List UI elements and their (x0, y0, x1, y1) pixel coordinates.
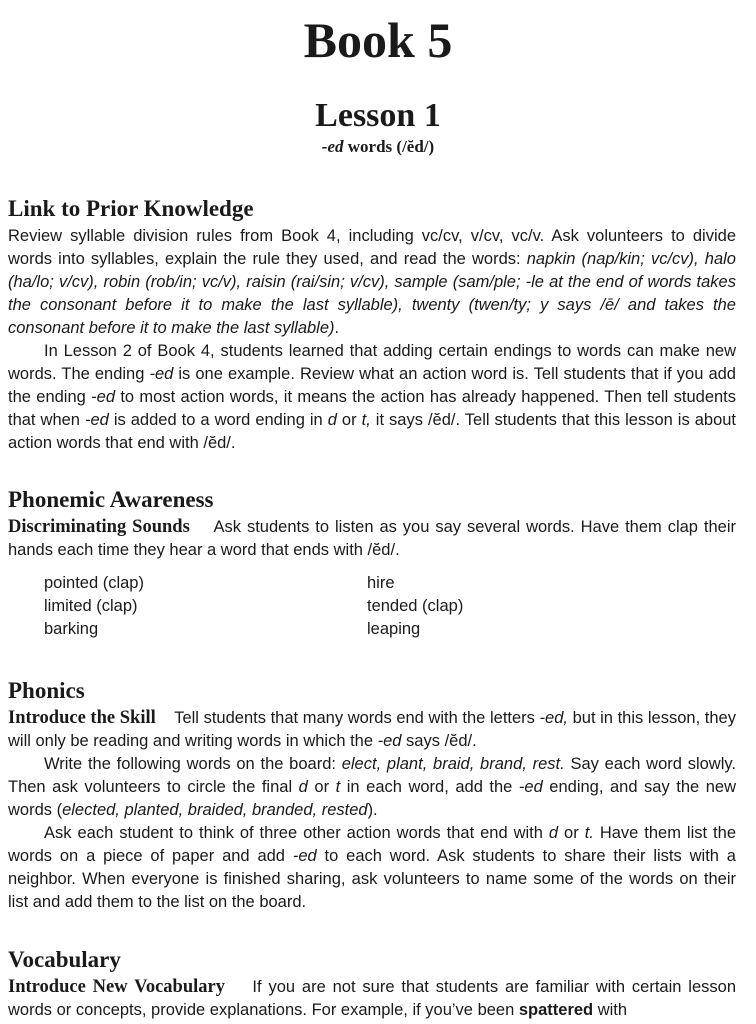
text-run: or (336, 411, 362, 429)
lesson-ending: -ed (321, 137, 344, 156)
sub-heading: Introduce New Vocabulary (8, 977, 225, 997)
text-run: Ask students to listen as you say several words. Have them clap their hands each time they hear a word that ends with /ĕd/. (8, 518, 736, 559)
lesson-subtitle-rest: words (/ĕd/) (343, 137, 435, 156)
bold-term: spattered (518, 1001, 594, 1019)
text-run: but in this lesson, they will only be reading and writing words in which the (8, 709, 736, 750)
paragraph (8, 340, 736, 455)
italic-term: -ed (377, 732, 402, 750)
italic-term: -ed (518, 778, 543, 796)
example-words: napkin (nap/kin; vc/cv), halo (ha/lo; v/cv), robin (rob/in; vc/v), raisin (rai/sin; v/cv), sample (sam/ple; -le at the end of words takes the consonant before it to make the last syllable), twenty (twen/ty; y says /ē/ and takes the consonant before it to make the last syllable) (8, 250, 736, 337)
section-phonics (8, 677, 736, 914)
text-run: ). (367, 801, 378, 819)
text-run: . (334, 319, 340, 337)
book-title: Book 5 (303, 12, 453, 68)
text-run: Write the following words on the board: (44, 755, 342, 773)
paragraph (8, 976, 736, 1022)
text-run: If you are not sure that students are familiar with certain lesson words or concepts, provide explanations. For example, if you’ve been (8, 978, 736, 1019)
italic-term: t (335, 778, 341, 796)
text-run: ending, and say the new words ( (8, 778, 737, 819)
lesson-title: Lesson 1 (315, 97, 441, 134)
text-run: in each word, add the (340, 778, 519, 796)
italic-term: t. (584, 824, 594, 842)
section-heading: Vocabulary (8, 947, 121, 972)
word-list (8, 572, 736, 641)
section-heading: Phonics (8, 678, 85, 703)
example-words: elected, planted, braided, branded, rested (62, 801, 368, 819)
paragraph (8, 753, 736, 822)
italic-term: -ed (292, 847, 317, 865)
list-item: barking (44, 620, 99, 638)
text-run: is added to a word ending in (108, 411, 328, 429)
example-words: elect, plant, braid, brand, rest. (341, 755, 565, 773)
text-run: is one example. Review what an action word is. Tell students that if you add the ending (8, 365, 736, 406)
text-run: Ask each student to think of three other action words that end with (44, 824, 549, 842)
list-item: pointed (clap) (44, 574, 144, 592)
list-item: hire (367, 574, 395, 592)
italic-term: d (327, 411, 337, 429)
text-run: Say each word slowly. Then ask volunteers to circle the final (8, 755, 736, 796)
text-run: says /ĕd/. (401, 732, 477, 750)
italic-term: -ed (149, 365, 174, 383)
lesson-subtitle (0, 136, 756, 158)
italic-term: d (548, 824, 559, 842)
italic-term: -ed (91, 388, 116, 406)
text-run: Tell students that many words end with the letters (174, 709, 540, 727)
italic-term: -ed (84, 411, 109, 429)
section-link-prior-knowledge (8, 195, 736, 455)
text-run: with (593, 1001, 628, 1019)
italic-term: t, (361, 411, 371, 429)
sub-heading: Introduce the Skill (8, 708, 156, 728)
sub-heading: Discriminating Sounds (8, 517, 190, 537)
paragraph (8, 225, 736, 340)
paragraph (8, 822, 736, 914)
paragraph (8, 707, 736, 753)
text-run: In Lesson 2 of Book 4, students learned that adding certain endings to words can make new words. The ending (8, 342, 736, 383)
section-vocabulary (8, 946, 736, 1022)
italic-term: d (298, 778, 308, 796)
text-run: or (558, 824, 585, 842)
section-heading: Phonemic Awareness (8, 487, 214, 512)
list-item: limited (clap) (44, 597, 138, 615)
text-run: to most action words, it means the action has already happened. Then tell students that when (8, 388, 737, 429)
text-run: Have them list the words on a piece of paper and add (8, 824, 736, 865)
list-item: tended (clap) (367, 597, 464, 615)
section-heading: Link to Prior Knowledge (8, 196, 254, 221)
italic-term: -ed, (539, 709, 568, 727)
text-run: Review syllable division rules from Book 4, including vc/cv, v/cv, vc/v. Ask volunteers to divide words into syllables, explain the rule they used, and read the words: (8, 227, 736, 268)
section-phonemic-awareness (8, 486, 736, 641)
list-item: leaping (367, 620, 421, 638)
text-run: or (307, 778, 336, 796)
paragraph (8, 516, 736, 562)
text-run: it says /ĕd/. Tell students that this lesson is about action words that end with /ĕd/. (8, 411, 737, 452)
text-run: to each word. Ask students to share their lists with a neighbor. When everyone is finished sharing, ask volunteers to name some of the words on their list and add them to the list on the board. (8, 847, 736, 911)
